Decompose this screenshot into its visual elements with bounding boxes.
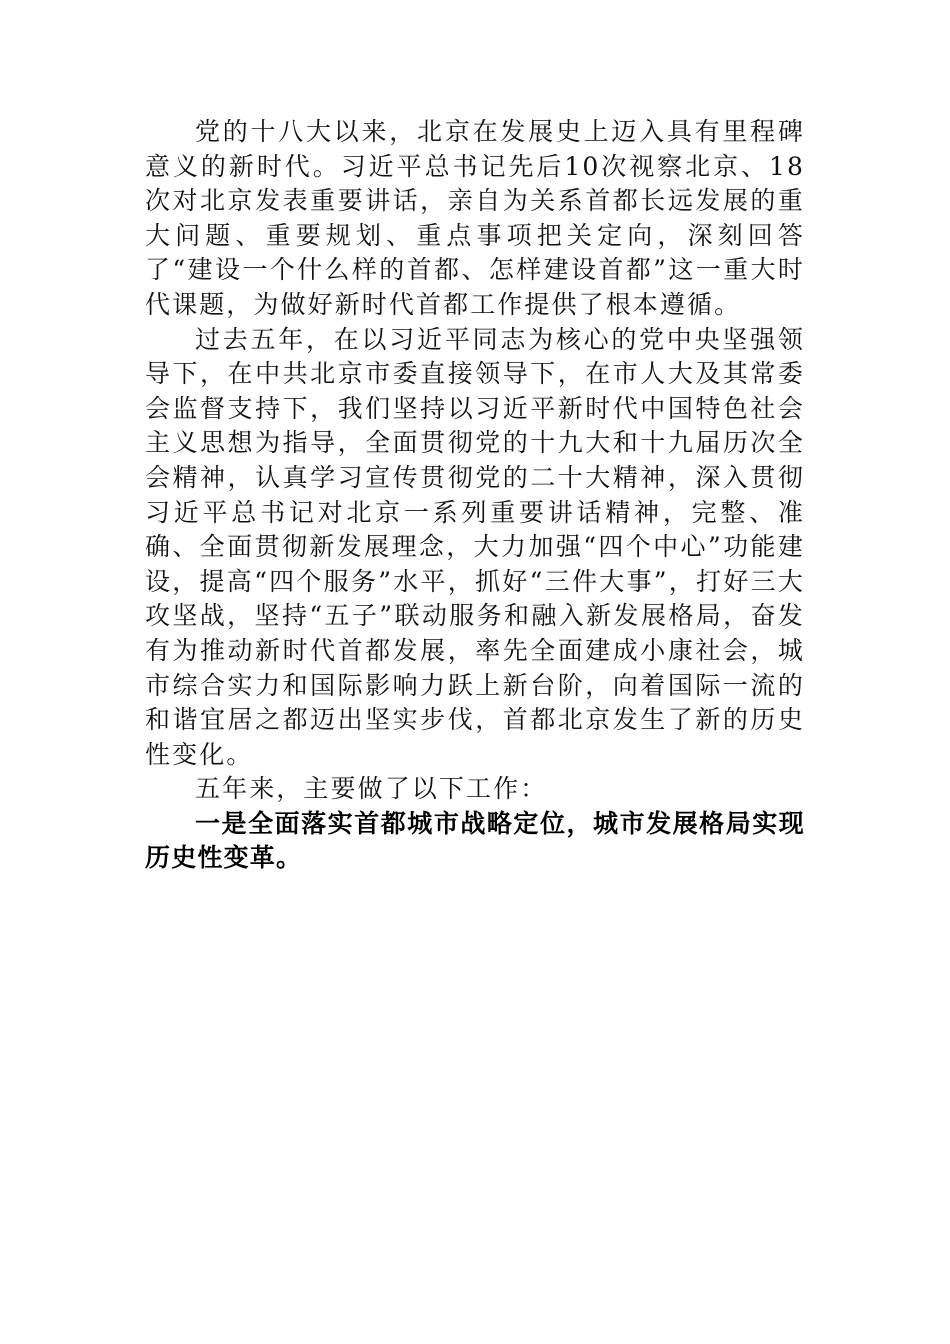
paragraph-work-summary: 五年来，主要做了以下工作： <box>195 774 548 804</box>
paragraph-past-five-years: 过去五年，在以习近平同志为核心的党中央坚强领导下，在中共北京市委直接领导下，在市人大及其常委会监督支持下，我们坚持以习近平新时代中国特色社会主义思想为指导，全面贯彻党的十九大和十九届历次全会精神，认真学习宣传贯彻党的二十大精神，深入贯彻习近平总书记对北京一系列重要讲话精神，完整、准确、全面贯彻新发展理念，大力加强“四个中心”功能建设，提高“四个服务”水平，抓好“三件大事”，打好三大攻坚战，坚持“五子”联动服务和融入新发展格局，奋发有为推动新时代首都发展，率先全面建成小康社会，城市综合实力和国际影响力跃上新台阶，向着国际一流的和谐宜居之都迈出坚实步伐，首都北京发生了新的历史性变化。 <box>145 324 805 769</box>
document-body <box>145 115 805 876</box>
paragraph-heading-one: 一是全面落实首都城市战略定位，城市发展格局实现历史性变革。 <box>145 808 805 873</box>
paragraph-intro: 党的十八大以来，北京在发展史上迈入具有里程碑意义的新时代。习近平总书记先后10次视察北京、18次对北京发表重要讲话，亲自为关系首都长远发展的重大问题、重要规划、重点事项把关定向，深刻回答了“建设一个什么样的首都、怎样建设首都”这一重大时代课题，为做好新时代首都工作提供了根本遵循。 <box>145 117 805 319</box>
